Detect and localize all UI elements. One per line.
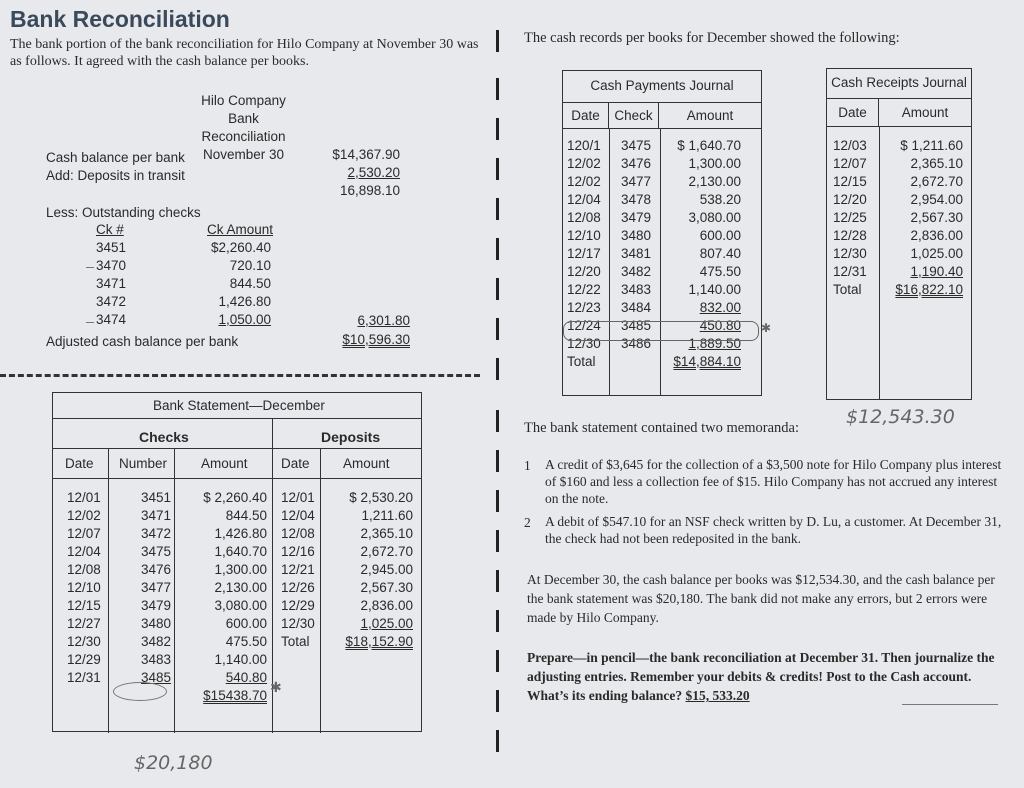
table-row: 12/30 1,025.00 bbox=[281, 616, 413, 631]
table-row: 12/08 3479 3,080.00 bbox=[567, 210, 741, 225]
deposits-label: Add: Deposits in transit bbox=[46, 168, 185, 183]
rec-company: Hilo Company bbox=[201, 93, 286, 108]
table-row: 12/26 2,567.30 bbox=[281, 580, 413, 595]
table-row: 12/31 3485 540.80 bbox=[67, 670, 267, 685]
payments-total: $14,884.10 bbox=[673, 354, 741, 369]
payments-total-label: Total bbox=[567, 354, 596, 369]
table-row: 12/15 2,672.70 bbox=[833, 174, 963, 189]
pencil-underline bbox=[902, 704, 998, 705]
outstanding-check-row bbox=[96, 239, 271, 257]
table-row: 12/10 3477 2,130.00 bbox=[67, 580, 267, 595]
outstanding-check-row bbox=[96, 311, 271, 329]
deposits-section-label: Deposits bbox=[321, 429, 381, 445]
table-row: 12/04 3478 538.20 bbox=[567, 192, 741, 207]
table-row: 12/16 2,672.70 bbox=[281, 544, 413, 559]
pencil-mark bbox=[86, 267, 94, 268]
deposits-value: 2,530.20 bbox=[347, 165, 400, 180]
reconciliation-header bbox=[186, 92, 301, 164]
memo2-text: A debit of $547.10 for an NSF check written by D. Lu, a customer. At December 31, the check had not been redeposited in the bank. bbox=[545, 514, 1002, 546]
adjusted-value: $10,596.30 bbox=[342, 332, 410, 347]
table-row: 12/24 3485 450.80 bbox=[567, 318, 741, 333]
col-date: Date bbox=[827, 99, 879, 126]
outstanding-total: 6,301.80 bbox=[357, 313, 410, 328]
table-row: 12/08 2,365.10 bbox=[281, 526, 413, 541]
table-row: 12/22 3483 1,140.00 bbox=[567, 282, 741, 297]
table-row: 12/03 $ 1,211.60 bbox=[833, 138, 963, 153]
table-row: 12/01 $ 2,530.20 bbox=[281, 490, 413, 505]
col-number: Number bbox=[109, 449, 175, 478]
statement-checks-table bbox=[61, 489, 271, 705]
table-row: 12/23 3484 832.00 bbox=[567, 300, 741, 315]
ck-amount: $2,260.40 bbox=[210, 240, 271, 255]
deposits-total-label: Total bbox=[281, 634, 310, 649]
pencil-mark bbox=[86, 322, 94, 323]
table-row: 12/10 3480 600.00 bbox=[567, 228, 741, 243]
table-row: 12/02 3477 2,130.00 bbox=[567, 174, 741, 189]
payments-col-headers bbox=[563, 103, 761, 129]
col-date: Date bbox=[563, 103, 609, 128]
receipts-total-label: Total bbox=[833, 282, 862, 297]
col-amount: Amount bbox=[901, 105, 949, 120]
ck-amount: 1,426.80 bbox=[218, 294, 271, 309]
page-title: Bank Reconciliation bbox=[10, 6, 230, 32]
right-intro: The cash records per books for December showed the following: bbox=[524, 30, 900, 46]
ck-number: 3451 bbox=[96, 240, 127, 255]
receipts-col-headers bbox=[827, 99, 971, 127]
memo1-text: A credit of $3,645 for the collection of a $3,500 note for Hilo Company plus interest of $160 and less a collection fee of $15. Hilo Company has not accrued any interest on the note. bbox=[545, 457, 1002, 506]
bank-statement-title: Bank Statement—December bbox=[53, 393, 421, 419]
table-row: 12/01 3451 $ 2,260.40 bbox=[67, 490, 267, 505]
table-row bbox=[279, 633, 417, 651]
receipts-total: $16,822.10 bbox=[895, 282, 963, 297]
rec-date: November 30 bbox=[202, 147, 285, 162]
cash-payments-journal bbox=[562, 70, 762, 396]
col-amount2: Amount bbox=[343, 456, 390, 471]
ck-number: 3474 bbox=[96, 312, 127, 327]
bank-statement-section-headers bbox=[53, 419, 421, 449]
table-row bbox=[565, 353, 745, 371]
deposits-total: $18,152.90 bbox=[345, 634, 413, 649]
bank-statement-col-headers bbox=[53, 449, 421, 479]
table-row: 12/28 2,836.00 bbox=[833, 228, 963, 243]
table-row: 12/04 1,211.60 bbox=[281, 508, 413, 523]
col-date: Date bbox=[53, 449, 109, 478]
checks-total: $15438.70 bbox=[203, 688, 267, 703]
handwritten-total: $20,180 bbox=[134, 752, 213, 774]
cash-balance-label: Cash balance per bank bbox=[46, 150, 185, 165]
ck-amount: 1,050.00 bbox=[218, 312, 271, 327]
adjusted-label: Adjusted cash balance per bank bbox=[46, 334, 239, 349]
ck-number: 3470 bbox=[96, 258, 127, 273]
table-row: 12/02 3471 844.50 bbox=[67, 508, 267, 523]
table-row: 12/31 1,190.40 bbox=[833, 264, 963, 279]
memo-intro: The bank statement contained two memoranda: bbox=[524, 420, 800, 436]
table-row: 12/25 2,567.30 bbox=[833, 210, 963, 225]
table-row: 12/27 3480 600.00 bbox=[67, 616, 267, 631]
outstanding-check-row bbox=[96, 293, 271, 311]
table-row: 12/20 2,954.00 bbox=[833, 192, 963, 207]
pencil-circle bbox=[113, 682, 167, 701]
vertical-divider bbox=[496, 30, 500, 750]
ck-amount: 844.50 bbox=[229, 276, 271, 291]
rec-name: Bank Reconciliation bbox=[201, 111, 286, 144]
receipts-title: Cash Receipts Journal bbox=[827, 69, 971, 99]
receipts-table bbox=[831, 137, 967, 299]
table-row bbox=[831, 281, 967, 299]
payments-title: Cash Payments Journal bbox=[563, 71, 761, 103]
ck-number: 3472 bbox=[96, 294, 127, 309]
table-row: 12/17 3481 807.40 bbox=[567, 246, 741, 261]
table-row: 12/02 3476 1,300.00 bbox=[567, 156, 741, 171]
table-row: 12/29 3483 1,140.00 bbox=[67, 652, 267, 667]
outstanding-checks-list bbox=[96, 239, 271, 329]
intro-text: The bank portion of the bank reconciliation for Hilo Company at November 30 was as follows. It agreed with the cash balance per books. bbox=[10, 37, 479, 69]
pencil-highlight bbox=[563, 321, 759, 341]
less-label: Less: Outstanding checks bbox=[46, 205, 201, 220]
table-row: 12/30 3482 475.50 bbox=[67, 634, 267, 649]
ck-number: 3471 bbox=[96, 276, 127, 291]
balances-text: At December 30, the cash balance per books was $12,534.30, and the cash balance per the bank statement was $20,180. The bank did not make any errors, but 2 errors were made by Hilo Company. bbox=[527, 572, 995, 625]
table-row: 12/29 2,836.00 bbox=[281, 598, 413, 613]
bank-statement-body bbox=[53, 479, 423, 733]
asterisk-mark: ✱ bbox=[270, 680, 282, 696]
memo2-number: 2 bbox=[524, 515, 531, 530]
table-row: 12/20 3482 475.50 bbox=[567, 264, 741, 279]
ck-header: Ck # bbox=[96, 222, 124, 237]
checks-section-label: Checks bbox=[53, 419, 273, 448]
bank-statement-box bbox=[52, 392, 422, 732]
handwritten-memo-total: $12,543.30 bbox=[846, 406, 955, 428]
cash-balance-value: $14,367.90 bbox=[332, 147, 400, 162]
table-row: 120/1 3475 $ 1,640.70 bbox=[567, 138, 741, 153]
table-row: 12/15 3479 3,080.00 bbox=[67, 598, 267, 613]
dashed-divider bbox=[0, 374, 480, 377]
outstanding-check-row bbox=[96, 257, 271, 275]
col-amount: Amount bbox=[175, 449, 273, 478]
prepare-instructions: Prepare—in pencil—the bank reconciliation at December 31. Then journalize the adjusting entries. Remember your debits & credits! Post to the Cash account. What’s its ending balance? $15, 533.20 bbox=[527, 650, 995, 703]
ck-amount: 720.10 bbox=[229, 258, 271, 273]
answer-value: $15, 533.20 bbox=[685, 688, 750, 703]
table-row: 12/04 3475 1,640.70 bbox=[67, 544, 267, 559]
asterisk-mark: ✱ bbox=[761, 321, 772, 335]
subtotal-value: 16,898.10 bbox=[339, 183, 400, 198]
statement-deposits-table bbox=[279, 489, 417, 651]
ck-amount-header: Ck Amount bbox=[207, 222, 274, 237]
table-row: 12/07 3472 1,426.80 bbox=[67, 526, 267, 541]
table-row: 12/07 2,365.10 bbox=[833, 156, 963, 171]
col-check: Check bbox=[609, 103, 659, 128]
col-amount: Amount bbox=[686, 108, 734, 123]
table-row: 12/30 3486 1,889.50 bbox=[567, 336, 741, 351]
table-row: 12/30 1,025.00 bbox=[833, 246, 963, 261]
cash-receipts-journal bbox=[826, 68, 972, 400]
memo1-number: 1 bbox=[524, 458, 531, 473]
col-date2: Date bbox=[273, 449, 321, 478]
outstanding-check-row bbox=[96, 275, 271, 293]
table-row: 12/08 3476 1,300.00 bbox=[67, 562, 267, 577]
table-row: 12/21 2,945.00 bbox=[281, 562, 413, 577]
